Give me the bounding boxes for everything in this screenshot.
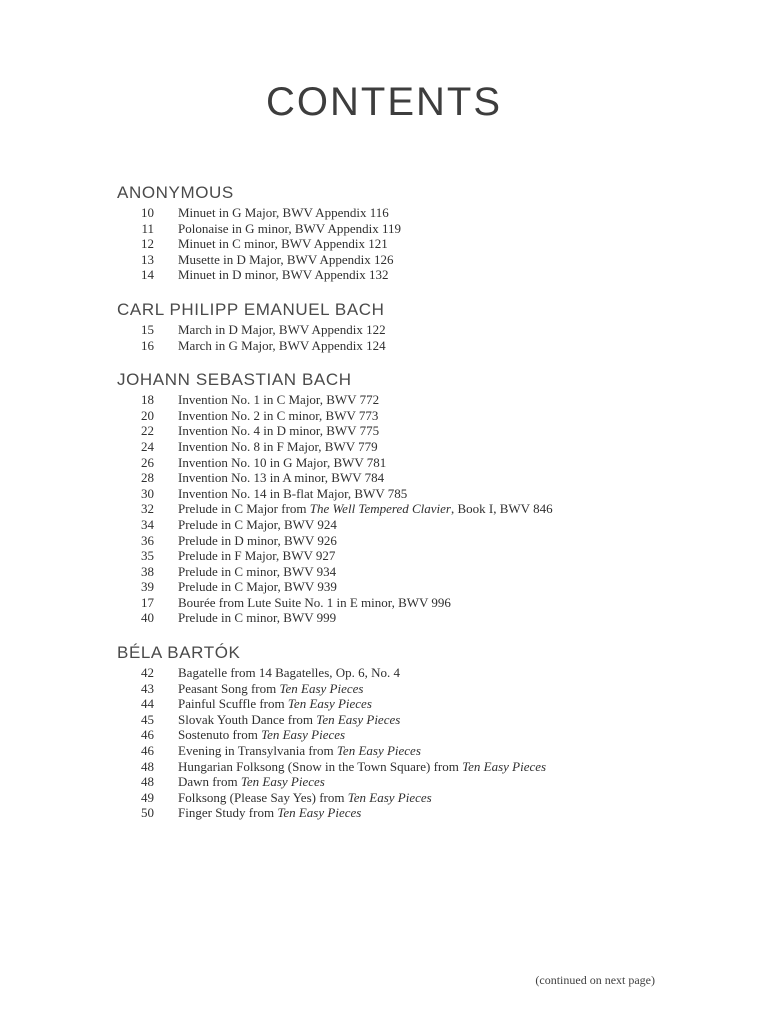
entry-title-text: Minuet in D minor, BWV Appendix 132 <box>178 267 389 283</box>
entry-title-italic: Ten Easy Pieces <box>287 696 372 712</box>
entry-title <box>154 205 389 221</box>
entry-page-number: 35 <box>141 548 154 564</box>
entry-page-number: 24 <box>141 438 154 454</box>
entry-title-text: Invention No. 2 in C minor, BWV 773 <box>178 407 379 423</box>
entry-title <box>154 252 394 268</box>
entry-title <box>154 774 325 790</box>
toc-entry <box>117 423 678 439</box>
entry-title-text: Invention No. 10 in G Major, BWV 781 <box>178 454 387 470</box>
entry-title <box>154 392 379 408</box>
entry-title-text: Bourée from Lute Suite No. 1 in E minor, BWV 996 <box>178 594 451 610</box>
entry-title <box>154 221 401 237</box>
entry-page-number: 49 <box>141 789 154 805</box>
toc-entry <box>117 252 678 268</box>
entry-title-text: Invention No. 14 in B-flat Major, BWV 785 <box>178 485 408 501</box>
toc-entry <box>117 790 678 806</box>
entry-page-number: 46 <box>141 727 154 743</box>
entry-title-text: Prelude in C minor, BWV 934 <box>178 563 337 579</box>
entry-title-text: Prelude in C Major, BWV 939 <box>178 579 337 595</box>
entry-list <box>117 322 678 353</box>
composer-section <box>117 644 678 821</box>
toc-entry <box>117 221 678 237</box>
entry-title-italic: Ten Easy Pieces <box>240 774 325 790</box>
entry-title <box>154 486 407 502</box>
table-of-contents <box>117 184 678 821</box>
entry-title-text: Painful Scuffle from <box>178 696 288 712</box>
toc-entry <box>117 236 678 252</box>
entry-title <box>154 681 363 697</box>
toc-entry <box>117 267 678 283</box>
entry-title-italic: Ten Easy Pieces <box>261 727 346 743</box>
entry-title-text: Minuet in G Major, BWV Appendix 116 <box>178 205 389 220</box>
entry-title-text: Prelude in C minor, BWV 999 <box>178 610 337 626</box>
toc-entry <box>117 696 678 712</box>
entry-title-text: March in G Major, BWV Appendix 124 <box>178 337 386 353</box>
composer-section <box>117 301 678 353</box>
entry-page-number: 50 <box>141 805 154 821</box>
toc-entry <box>117 533 678 549</box>
entry-title-text: , Book I, BWV 846 <box>450 501 553 517</box>
toc-entry <box>117 205 678 221</box>
entry-page-number: 46 <box>141 743 154 759</box>
entry-title-italic: Ten Easy Pieces <box>347 789 432 805</box>
entry-title-text: Prelude in C Major from <box>178 501 310 517</box>
entry-title-text: Minuet in C minor, BWV Appendix 121 <box>178 236 388 252</box>
entry-title <box>154 439 378 455</box>
entry-title-text: Invention No. 13 in A minor, BWV 784 <box>178 470 385 486</box>
toc-entry <box>117 517 678 533</box>
composer-section <box>117 184 678 283</box>
toc-entry <box>117 665 678 681</box>
entry-title-text: Finger Study from <box>178 805 278 821</box>
entry-page-number: 34 <box>141 516 154 532</box>
entry-page-number: 43 <box>141 680 154 696</box>
entry-page-number: 12 <box>141 236 154 252</box>
entry-title <box>154 696 372 712</box>
entry-title <box>154 408 378 424</box>
toc-entry <box>117 805 678 821</box>
entry-title-italic: The Well Tempered Clavier <box>309 501 451 517</box>
toc-entry <box>117 470 678 486</box>
entry-title <box>154 236 388 252</box>
entry-title <box>154 790 432 806</box>
composer-section <box>117 371 678 626</box>
toc-entry <box>117 595 678 611</box>
toc-entry <box>117 727 678 743</box>
entry-title <box>154 805 361 821</box>
toc-entry <box>117 743 678 759</box>
entry-title <box>154 501 553 517</box>
toc-entry <box>117 338 678 354</box>
entry-list <box>117 392 678 626</box>
entry-title-italic: Ten Easy Pieces <box>336 743 421 759</box>
entry-page-number: 32 <box>141 501 154 517</box>
entry-title-text: Prelude in F Major, BWV 927 <box>178 548 336 564</box>
entry-title <box>154 595 451 611</box>
toc-entry <box>117 501 678 517</box>
toc-entry <box>117 759 678 775</box>
entry-title <box>154 548 335 564</box>
entry-page-number: 10 <box>141 205 154 220</box>
entry-page-number: 39 <box>141 579 154 595</box>
entry-page-number: 26 <box>141 454 154 470</box>
page-title: CONTENTS <box>266 80 502 124</box>
toc-entry <box>117 408 678 424</box>
entry-page-number: 20 <box>141 407 154 423</box>
entry-title-text: Invention No. 4 in D minor, BWV 775 <box>178 423 380 439</box>
toc-entry <box>117 579 678 595</box>
entry-title-text: Invention No. 8 in F Major, BWV 779 <box>178 438 378 454</box>
entry-title-text: Evening in Transylvania from <box>178 743 337 759</box>
entry-page-number: 48 <box>141 774 154 790</box>
composer-heading: JOHANN SEBASTIAN BACH <box>117 370 352 390</box>
entry-title-text: Peasant Song from <box>178 680 280 696</box>
entry-title <box>154 759 546 775</box>
entry-page-number: 44 <box>141 696 154 712</box>
entry-title-text: Bagatelle from 14 Bagatelles, Op. 6, No. 4 <box>178 665 401 681</box>
entry-page-number: 18 <box>141 392 154 408</box>
entry-title <box>154 579 337 595</box>
toc-entry <box>117 392 678 408</box>
entry-page-number: 30 <box>141 485 154 501</box>
entry-title-text: Prelude in D minor, BWV 926 <box>178 532 337 548</box>
composer-heading: BÉLA BARTÓK <box>117 643 241 663</box>
toc-entry <box>117 455 678 471</box>
toc-entry <box>117 712 678 728</box>
toc-entry <box>117 486 678 502</box>
entry-page-number: 40 <box>141 610 154 626</box>
entry-title-italic: Ten Easy Pieces <box>277 805 362 821</box>
toc-entry <box>117 774 678 790</box>
entry-page-number: 15 <box>141 321 154 337</box>
entry-page-number: 48 <box>141 758 154 774</box>
entry-page-number: 42 <box>141 665 154 681</box>
toc-entry <box>117 322 678 338</box>
entry-list <box>117 665 678 821</box>
continued-note: (continued on next page) <box>535 973 655 987</box>
entry-title <box>154 423 379 439</box>
entry-page-number: 45 <box>141 711 154 727</box>
entry-title <box>154 564 336 580</box>
entry-title-text: Musette in D Major, BWV Appendix 126 <box>178 251 394 267</box>
entry-title <box>154 533 337 549</box>
toc-entry <box>117 439 678 455</box>
entry-page-number: 17 <box>141 594 154 610</box>
toc-entry <box>117 681 678 697</box>
composer-heading: CARL PHILIPP EMANUEL BACH <box>117 299 385 319</box>
entry-title <box>154 455 386 471</box>
entry-page-number: 16 <box>141 337 154 353</box>
entry-title <box>154 712 400 728</box>
entry-page-number: 11 <box>141 220 154 236</box>
entry-title <box>154 267 388 283</box>
toc-entry <box>117 564 678 580</box>
composer-heading: ANONYMOUS <box>117 183 234 202</box>
entry-list <box>117 205 678 283</box>
entry-title <box>154 610 336 626</box>
entry-title-text: Slovak Youth Dance from <box>178 711 317 727</box>
entry-title <box>154 470 384 486</box>
entry-page-number: 28 <box>141 470 154 486</box>
entry-title-text: Polonaise in G minor, BWV Appendix 119 <box>178 220 401 236</box>
entry-title-text: March in D Major, BWV Appendix 122 <box>178 321 386 337</box>
entry-title-text: Folksong (Please Say Yes) from <box>178 789 348 805</box>
entry-title-text: Invention No. 1 in C Major, BWV 772 <box>178 392 380 408</box>
entry-title-italic: Ten Easy Pieces <box>462 758 547 774</box>
entry-page-number: 38 <box>141 563 154 579</box>
entry-title-text: Hungarian Folksong (Snow in the Town Square) from <box>178 758 463 774</box>
entry-page-number: 14 <box>141 267 154 283</box>
entry-title-text: Prelude in C Major, BWV 924 <box>178 516 337 532</box>
entry-page-number: 13 <box>141 251 154 267</box>
entry-title-text: Sostenuto from <box>178 727 262 743</box>
entry-title <box>154 727 345 743</box>
entry-title <box>154 338 386 354</box>
entry-title-italic: Ten Easy Pieces <box>316 711 401 727</box>
entry-title-italic: Ten Easy Pieces <box>279 680 364 696</box>
entry-title <box>154 517 337 533</box>
entry-title <box>154 665 400 681</box>
entry-page-number: 22 <box>141 423 154 439</box>
entry-page-number: 36 <box>141 532 154 548</box>
toc-entry <box>117 548 678 564</box>
entry-title <box>154 322 386 338</box>
entry-title-text: Dawn from <box>178 774 241 790</box>
toc-entry <box>117 610 678 626</box>
entry-title <box>154 743 421 759</box>
